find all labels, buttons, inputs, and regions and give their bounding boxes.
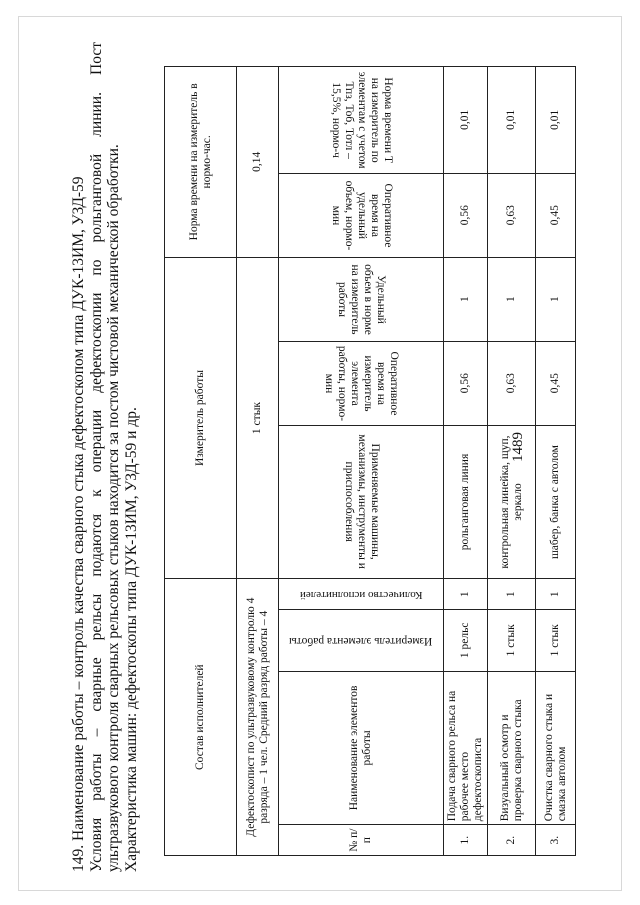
row-unit-volume: 1 [444, 257, 488, 341]
header-work-meter: Измеритель работы [165, 257, 237, 579]
page-number: 1489 [510, 432, 526, 462]
rotated-page-content [70, 28, 630, 880]
header-machines: Применяемые машины, механизмы, инструменты и приспособления [279, 425, 444, 579]
row-element-name: Очистка сварного стыка и смазка автолом [536, 671, 576, 825]
row-performers-count: 1 [444, 579, 488, 610]
work-meter-value: 1 стык [237, 257, 279, 579]
header-performers: Состав исполнителей [165, 579, 237, 856]
row-time-norm: 0,01 [444, 67, 488, 174]
row-element-meter: 1 стык [488, 610, 536, 671]
work-conditions-line-2: ультразвукового контроля сварных рельсовых стыков находится за постом чистовой механической обработки. [105, 144, 122, 872]
time-norm-table [164, 66, 576, 856]
row-time-norm: 0,01 [488, 67, 536, 174]
table-row [488, 67, 536, 856]
row-element-meter: 1 рельс [444, 610, 488, 671]
header-time-norm: Норма времени на измеритель в нормо-час. [165, 67, 237, 258]
section-heading [70, 42, 140, 872]
row-machines: шабер, банка с автолом [536, 425, 576, 579]
row-unit-volume: 1 [536, 257, 576, 341]
row-element-name: Визуальный осмотр и проверка сварного стыка [488, 671, 536, 825]
row-num: 3. [536, 825, 576, 856]
row-element-name: Подача сварного рельса на рабочее место дефектоскописта [444, 671, 488, 825]
header-operative-time-unit: Оперативное время на удельный объем, нормо-мин [279, 173, 444, 257]
header-element-name: Наименование элементов работы [279, 671, 444, 825]
table-row [536, 67, 576, 856]
row-machines: контрольная линейка, щуп, зеркало [488, 425, 536, 579]
row-operative-time-unit: 0,63 [488, 173, 536, 257]
row-operative-time: 0,45 [536, 341, 576, 425]
row-num: 1. [444, 825, 488, 856]
machines-characteristics: Характеристика машин: дефектоскопы типа ДУК-13ИМ, УЗД-59 и др. [122, 407, 140, 872]
header-time-norm-element: Норма времени Т на измеритель по элементам с учетом Тпз, Тоб, Тотл – 15,5%, нормо-ч [279, 67, 444, 174]
performers-composition: Дефектоскопист по ультразвуковому контролю 4 разряда – 1 чел. Средний разряд работы – 4 [237, 579, 279, 856]
row-unit-volume: 1 [488, 257, 536, 341]
row-operative-time-unit: 0,45 [536, 173, 576, 257]
row-performers-count: 1 [488, 579, 536, 610]
header-operative-time: Оперативное время на измеритель элемента работы, нормо-мин [279, 341, 444, 425]
header-num: № п/п [279, 825, 444, 856]
header-element-meter: Измеритель элемента работы [279, 610, 444, 671]
row-element-meter: 1 стык [536, 610, 576, 671]
row-operative-time: 0,63 [488, 341, 536, 425]
work-title: 149. Наименование работы – контроль качества сварного стыка дефектоскопом типа ДУК-13ИМ, УЗД-59 [70, 176, 87, 872]
row-performers-count: 1 [536, 579, 576, 610]
row-operative-time: 0,56 [444, 341, 488, 425]
row-operative-time-unit: 0,56 [444, 173, 488, 257]
row-time-norm: 0,01 [536, 67, 576, 174]
row-machines: рольганговая линия [444, 425, 488, 579]
header-unit-volume: Удельный объем в норме на измеритель работы [279, 257, 444, 341]
work-conditions-line-1: Условия работы – сварные рельсы подаются к операции дефектоскопии по рольганговой линии. Пост [87, 42, 105, 872]
table-row [444, 67, 488, 856]
time-norm-value: 0,14 [237, 67, 279, 258]
header-performers-count: Количество исполнителей [279, 579, 444, 610]
row-num: 2. [488, 825, 536, 856]
